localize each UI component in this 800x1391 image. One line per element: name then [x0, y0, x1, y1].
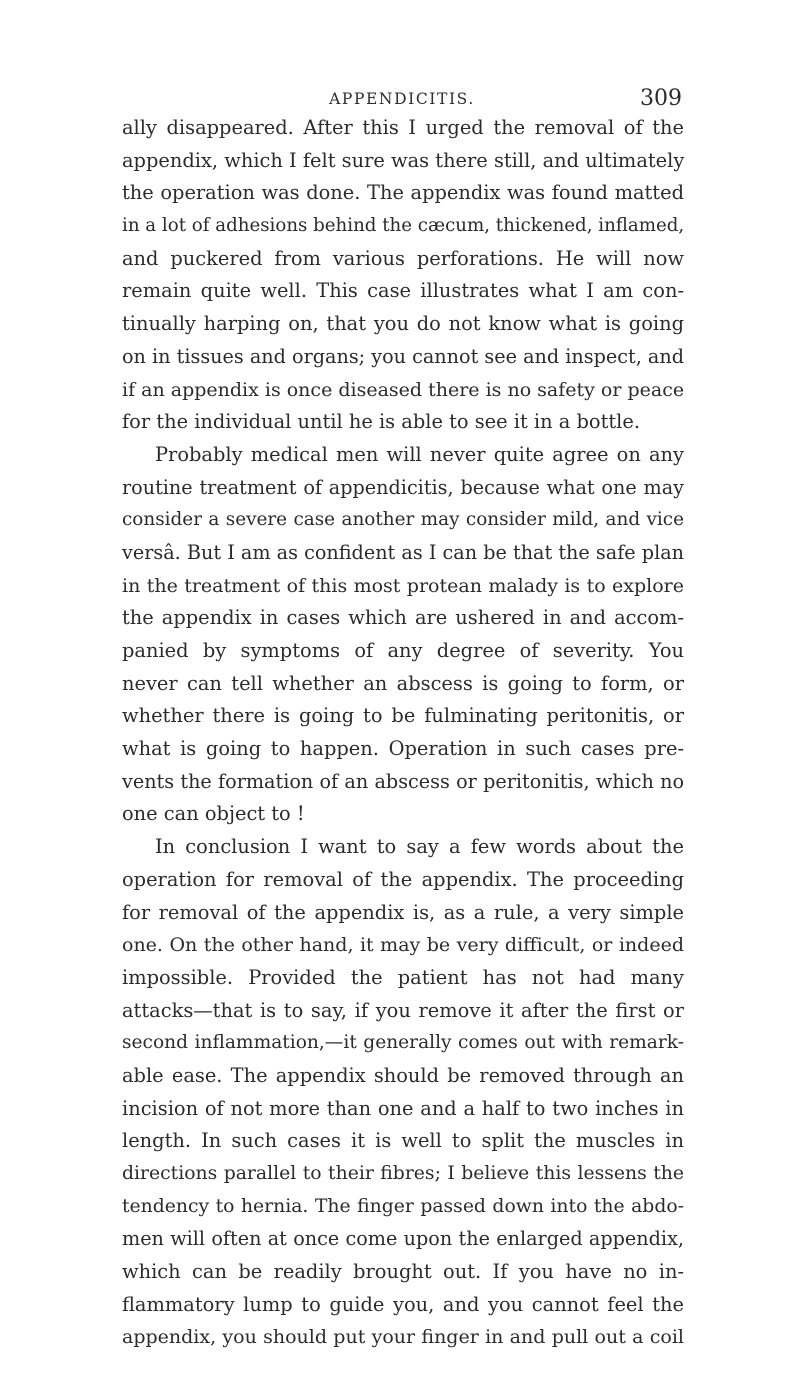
text-line: panied by symptoms of any degree of severity. You [122, 639, 684, 662]
text-line: appendix, you should put your finger in and pull out a coil [122, 1326, 684, 1349]
text-line: operation for removal of the appendix. The proceeding [122, 867, 684, 891]
text-line: versâ. But I am as confident as I can be that the safe plan [122, 540, 684, 564]
text-line: flammatory lump to guide you, and you cannot feel the [122, 1292, 684, 1316]
text-line: remain quite well. This case illustrates what I am con- [122, 279, 684, 303]
text-line: attacks—that is to say, if you remove it after the first or [122, 998, 684, 1022]
text-line: routine treatment of appendicitis, because what one may [122, 475, 684, 499]
text-line: on in tissues and organs; you cannot see and inspect, and [122, 344, 684, 368]
text-line: able ease. The appendix should be removed through an [122, 1063, 684, 1087]
text-line: consider a severe case another may consider mild, and vice [122, 509, 684, 531]
text-line: tendency to hernia. The finger passed down into the abdo- [122, 1195, 684, 1217]
text-line: if an appendix is once diseased there is no safety or peace [122, 378, 685, 401]
text-line: and puckered from various perforations. He will now [122, 246, 684, 270]
text-line: for removal of the appendix is, as a rule, a very simple [122, 900, 684, 924]
text-line: In conclusion I want to say a few words about the [155, 835, 684, 859]
text-line: tinually harping on, that you do not know what is going [122, 312, 684, 336]
text-line: whether there is going to be fulminating peritonitis, or [122, 704, 684, 728]
text-line: length. In such cases it is well to split the muscles in [122, 1129, 684, 1153]
text-line: ally disappeared. After this I urged the removal of the [122, 116, 684, 139]
text-line: one. On the other hand, it may be very difficult, or indeed [122, 934, 684, 957]
text-line: second inflammation,—it generally comes out with remark- [122, 1032, 684, 1054]
text-line: in a lot of adhesions behind the cæcum, thickened, inflamed, [122, 215, 685, 237]
page-number: 309 [640, 86, 682, 111]
text-line: directions parallel to their fibres; I believe this lessens the [122, 1163, 684, 1184]
text-line: which can be readily brought out. If you have no in- [122, 1260, 684, 1284]
text-line: vents the formation of an abscess or peritonitis, which no [122, 769, 684, 793]
text-line: one can object to ! [122, 802, 305, 826]
text-line: appendix, which I felt sure was there still, and ultimately [122, 148, 685, 172]
running-header [122, 86, 682, 110]
text-line: never can tell whether an abscess is going to form, or [122, 671, 684, 695]
text-line: impossible. Provided the patient has not had many [122, 965, 684, 989]
text-line: in the treatment of this most protean malady is to explore [122, 574, 684, 597]
body-text [122, 112, 684, 1354]
text-line: the appendix in cases which are ushered in and accom- [122, 606, 684, 630]
text-line: men will often at once come upon the enlarged appendix, [122, 1227, 684, 1251]
text-line: what is going to happen. Operation in such cases pre- [122, 737, 684, 761]
running-title: APPENDICITIS. [329, 90, 475, 108]
text-line: Probably medical men will never quite agree on any [155, 442, 684, 466]
text-line: incision of not more than one and a half to two inches in [122, 1096, 684, 1120]
text-line: the operation was done. The appendix was found matted [122, 181, 684, 205]
text-line: for the individual until he is able to see it in a bottle. [122, 410, 641, 434]
